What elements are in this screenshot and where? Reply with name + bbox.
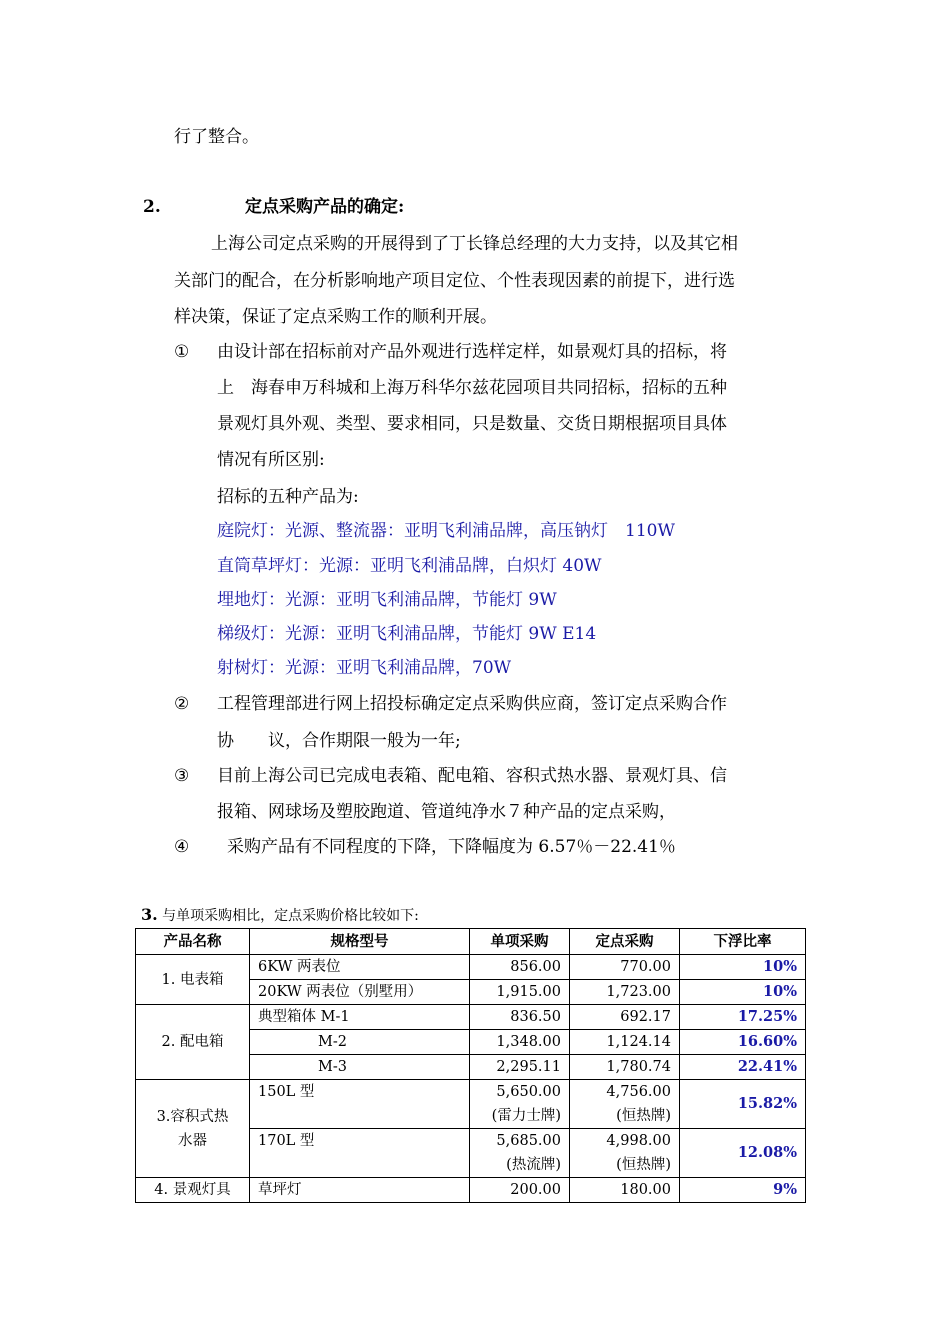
item-1-line-4: 情况有所区别:	[217, 450, 325, 470]
fixed-price-cell: 692.17	[570, 1005, 680, 1030]
fixed-price-cell	[570, 1129, 680, 1178]
table-row	[136, 1005, 806, 1030]
section-3-caption-text: 与单项采购相比，定点采购价格比较如下:	[162, 908, 419, 924]
product-courtyard-lamp: 庭院灯：光源、整流器：亚明飞利浦品牌，高压钠灯 110W	[217, 521, 675, 541]
section-2-heading: 定点采购产品的确定:	[245, 197, 405, 217]
intro-line-1: 上海公司定点采购的开展得到了丁长锋总经理的大力支持，以及其它相	[211, 234, 738, 254]
header-discount-ratio: 下浮比率	[680, 929, 806, 955]
ratio-cell: 9%	[680, 1178, 806, 1203]
item-1-line-2: 上 海春申万科城和上海万科华尔兹花园项目共同招标，招标的五种	[217, 378, 727, 398]
item-1-marker: ①	[174, 342, 190, 362]
item-4-marker: ④	[174, 837, 190, 857]
single-price-cell: 2,295.11	[470, 1055, 570, 1080]
product-name-cell: 2. 配电箱	[136, 1005, 250, 1080]
ratio-cell: 17.25%	[680, 1005, 806, 1030]
spec-cell: 典型箱体 M-1	[250, 1005, 470, 1030]
fixed-price-value: 4,756.00	[606, 1084, 671, 1100]
fixed-price-cell: 1,124.14	[570, 1030, 680, 1055]
single-price-value: 5,685.00	[496, 1133, 561, 1149]
fixed-price-brand: (恒热牌)	[616, 1108, 671, 1124]
single-price-cell: 200.00	[470, 1178, 570, 1203]
ratio-cell: 15.82%	[680, 1080, 806, 1129]
table-row	[136, 955, 806, 980]
header-single-purchase: 单项采购	[470, 929, 570, 955]
single-price-brand: (雷力士牌)	[491, 1108, 561, 1124]
single-price-cell: 1,348.00	[470, 1030, 570, 1055]
fixed-price-brand: (恒热牌)	[616, 1157, 671, 1173]
ratio-cell: 10%	[680, 955, 806, 980]
single-price-cell	[470, 1080, 570, 1129]
section-3-number: 3.	[141, 905, 158, 924]
header-spec: 规格型号	[250, 929, 470, 955]
spec-cell: 20KW 两表位（别墅用）	[250, 980, 470, 1005]
fixed-price-cell: 1,723.00	[570, 980, 680, 1005]
single-price-brand: (热流牌)	[506, 1157, 561, 1173]
item-3-marker: ③	[174, 766, 190, 786]
product-inground-lamp: 埋地灯：光源：亚明飞利浦品牌，节能灯 9W	[217, 590, 557, 610]
item-2-line-1: 工程管理部进行网上招投标确定定点采购供应商，签订定点采购合作	[217, 694, 727, 714]
spec-cell: M-3	[250, 1055, 470, 1080]
fixed-price-cell: 1,780.74	[570, 1055, 680, 1080]
single-price-cell: 856.00	[470, 955, 570, 980]
product-tree-lamp: 射树灯：光源：亚明飞利浦品牌，70W	[217, 658, 512, 678]
spec-cell: 草坪灯	[250, 1178, 470, 1203]
single-price-cell	[470, 1129, 570, 1178]
item-1-line-1: 由设计部在招标前对产品外观进行选样定样，如景观灯具的招标，将	[217, 342, 727, 362]
fixed-price-value: 4,998.00	[606, 1133, 671, 1149]
price-comparison-table	[135, 928, 806, 1203]
item-4-line: 采购产品有不同程度的下降，下降幅度为 6.57％－22.41％	[227, 837, 676, 857]
product-name-line-2: 水器	[178, 1132, 207, 1149]
header-fixed-purchase: 定点采购	[570, 929, 680, 955]
intro-line-2: 关部门的配合，在分析影响地产项目定位、个性表现因素的前提下，进行选	[174, 271, 735, 291]
table-row	[136, 1080, 806, 1129]
intro-line-3: 样决策，保证了定点采购工作的顺利开展。	[174, 307, 497, 327]
continued-paragraph: 行了整合。	[174, 127, 259, 147]
item-2-marker: ②	[174, 694, 190, 714]
product-name-cell: 4. 景观灯具	[136, 1178, 250, 1203]
product-step-lamp: 梯级灯：光源：亚明飞利浦品牌，节能灯 9W E14	[217, 624, 597, 644]
single-price-cell: 836.50	[470, 1005, 570, 1030]
product-name-cell	[136, 1080, 250, 1178]
section-3-caption	[141, 906, 419, 925]
fixed-price-cell: 770.00	[570, 955, 680, 980]
item-2-line-2: 协 议，合作期限一般为一年;	[217, 731, 461, 751]
section-2-number: 2.	[143, 197, 161, 217]
item-3-line-1: 目前上海公司已完成电表箱、配电箱、容积式热水器、景观灯具、信	[217, 766, 727, 786]
ratio-cell: 16.60%	[680, 1030, 806, 1055]
fixed-price-cell	[570, 1080, 680, 1129]
ratio-cell: 12.08%	[680, 1129, 806, 1178]
spec-cell: 150L 型	[250, 1080, 470, 1129]
spec-cell: M-2	[250, 1030, 470, 1055]
product-name-cell: 1. 电表箱	[136, 955, 250, 1005]
table-row	[136, 1178, 806, 1203]
item-3-line-2: 报箱、网球场及塑胶跑道、管道纯净水７种产品的定点采购，	[217, 802, 676, 822]
product-name-line-1: 3.容积式热	[156, 1108, 229, 1125]
single-price-cell: 1,915.00	[470, 980, 570, 1005]
product-lawn-lamp: 直筒草坪灯：光源：亚明飞利浦品牌，白炽灯 40W	[217, 556, 602, 576]
spec-cell: 170L 型	[250, 1129, 470, 1178]
ratio-cell: 10%	[680, 980, 806, 1005]
item-1-line-3: 景观灯具外观、类型、要求相同，只是数量、交货日期根据项目具体	[217, 414, 727, 434]
products-intro: 招标的五种产品为:	[217, 487, 359, 507]
fixed-price-cell: 180.00	[570, 1178, 680, 1203]
ratio-cell: 22.41%	[680, 1055, 806, 1080]
spec-cell: 6KW 两表位	[250, 955, 470, 980]
single-price-value: 5,650.00	[496, 1084, 561, 1100]
table-header-row	[136, 929, 806, 955]
header-product-name: 产品名称	[136, 929, 250, 955]
